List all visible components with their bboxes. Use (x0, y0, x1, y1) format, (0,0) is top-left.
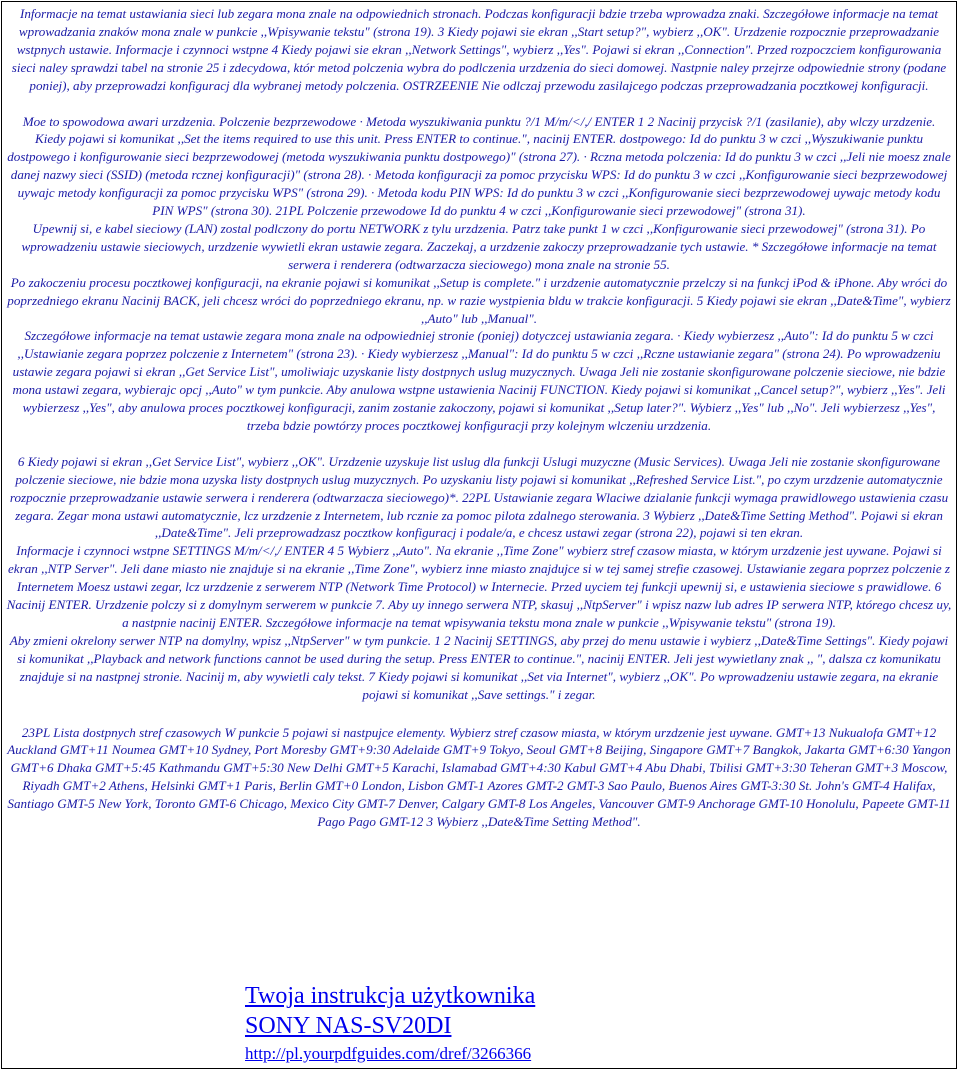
paragraph-spacer (6, 435, 952, 453)
paragraph-time-zones: 23PL Lista dostpnych stref czasowych W punkcie 5 pojawi si nastpujce elementy. Wybierz stref czasow miasta, w którym urzdzenie jest uywane. GMT+13 Nukualofa GMT+12 Auckland GMT+11 Noumea GMT+10 Sydney, Port Moresby GMT+9:30 Adelaide GMT+9 Tokyo, Seoul GMT+8 Beijing, Singapore GMT+7 Bangkok, Jakarta GMT+6:30 Yangon GMT+6 Dhaka GMT+5:45 Kathmandu GMT+5:30 New Delhi GMT+5 Karachi, Islamabad GMT+4:30 Kabul GMT+4 Abu Dhabi, Tbilisi GMT+3:30 Teheran GMT+3 Moscow, Riyadh GMT+2 Athens, Helsinki GMT+1 Paris, Berlin GMT+0 London, Lisbon GMT-1 Azores GMT-2 GMT-3 Sao Paulo, Buenos Aires GMT-3:30 St. John's GMT-4 Halifax, Santiago GMT-5 New York, Toronto GMT-6 Chicago, Mexico City GMT-7 Denver, Calgary GMT-8 Los Angeles, Vancouver GMT-9 Anchorage GMT-10 Honolulu, Papeete GMT-11 Pago Pago GMT-12 3 Wybierz ,,Date&Time Setting Method". (7, 724, 951, 830)
document-page (1, 1, 957, 1069)
paragraph-lan-cable: Upewnij si, e kabel sieciowy (LAN) zostal podlczony do portu NETWORK z tylu urzdzenia. Patrz take punkt 1 w czci ,,Konfigurowanie sieci przewodowej" (strona 31). Po wprowadzeniu ustawie sieciowych, urzdzenie wywietli ekran ustawie zegara. Zaczekaj, a urzdzenie zakoczy przeprowadzanie tych ustawie. * Szczegółowe informacje na temat serwera i renderera (odtwarzacza sieciowego) mona znale na stronie 55. (21, 220, 937, 272)
paragraph-ntp-server: Informacje i czynnoci wstpne SETTINGS M/m/</,/ ENTER 4 5 Wybierz ,,Auto". Na ekranie ,,Time Zone" wybierz stref czasow miasta, w którym urzdzenie jest uywane. Pojawi si ekran ,,NTP Server". Jeli dane miasto nie znajduje si na ekranie ,,Time Zone", wybierz inne miasto znajdujce si w tej samej strefie czasowej. Ustawianie zegara poprzez polczenie z Internetem Moesz ustawi zegar, lcz urzdzenie z serwerem NTP (Network Time Protocol) w Internecie. Przed uyciem tej funkcji upewnij si, e ustawienia sieciowe s prawidlowe. 6 Nacinij ENTER. Urzdzenie polczy si z domylnym serwerem w punkcie 7. Aby uy innego serwera NTP, skasuj ,,NtpServer" i wpisz nazw lub adres IP serwera NTP, którego chcesz uy, a nastpnie nacinij ENTER. Szczegółowe informacje na temat wpisywania tekstu mona znale w punkcie ,,Wpisywanie tekstu" (strona 19). (6, 543, 952, 630)
paragraph-setup-complete: Po zakoczeniu procesu pocztkowej konfiguracji, na ekranie pojawi si komunikat ,,Setup is complete." i urzdzenie automatycznie przelczy si na funkcj iPod & iPhone. Aby wróci do poprzedniego ekranu Nacinij BACK, jeli chcesz wróci do poprzedniego ekranu, np. w razie wystpienia bldu w trakcie konfiguracji. 5 Kiedy pojawi sie ekran ,,Date&Time", wybierz ,,Auto" lub ,,Manual". (7, 274, 951, 326)
document-body (2, 2, 956, 831)
product-model-link[interactable]: SONY NAS-SV20DI (245, 1013, 452, 1039)
paragraph-ntp-default: Aby zmieni okrelony serwer NTP na domylny, wpisz ,,NtpServer" w tym punkcie. 1 2 Nacinij SETTINGS, aby przej do menu ustawie i wybierz ,,Date&Time Settings". Kiedy pojawi si komunikat ,,Playback and network functions cannot be used during the setup. Press ENTER to continue.", nacinij ENTER. Jeli jest wywietlany znak ,, ", dalsza cz komunikatu znajduje si na nastpnej stronie. Nacinij m, aby wywietli caly tekst. 7 Kiedy pojawi si komunikat ,,Set via Internet", wybierz ,,OK". Po wprowadzeniu ustawie zegara, na ekranie pojawi si komunikat ,,Save settings." i zegar. (9, 632, 949, 702)
paragraph-clock-settings: Szczegółowe informacje na temat ustawie zegara mona znale na odpowiedniej stronie (poniej) dotyczcej ustawiania zegara. · Kiedy wybierzesz ,,Auto": Id do punktu 5 w czci ,,Ustawianie zegara poprzez polczenie z Internetem" (strona 23). · Kiedy wybierzesz ,,Manual": Id do punktu 5 w czci ,,Rczne ustawianie zegara" (strona 24). Po wprowadzeniu ustawie zegara pojawi si ekran ,,Get Service List", umoliwiajc uzyskanie listy dostpnych uslug muzycznych. Uwaga Jeli nie zostanie skonfigurowane polczenie sieciowe, nie bdzie mona ustawi zegara, wybierajc opcj ,,Auto" w tym punkcie. Aby anulowa wstpne ustawienia Nacinij FUNCTION. Kiedy pojawi si komunikat ,,Cancel setup?", wybierz ,,Yes". Jeli wybierzesz ,,Yes", aby anulowa proces pocztkowej konfiguracji, zanim zostanie zakoczony, pojawi si komunikat ,,Setup later?". Wybierz ,,Yes" lub ,,No". Jeli wybierzesz ,,Yes", trzeba bdzie powtórzy proces pocztkowej konfiguracji przy kolejnym wlczeniu urzdzenia. (12, 328, 946, 433)
paragraph-spacer (6, 704, 952, 724)
manual-title-link[interactable]: Twoja instrukcja użytkownika (245, 983, 536, 1009)
paragraph-wireless-methods: Moe to spowodowa awari urzdzenia. Polczenie bezprzewodowe · Metoda wyszukiwania punktu ?/1 M/m/</,/ ENTER 1 2 Nacinij przycisk ?/1 (zasilanie), aby wlczy urzdzenie. Kiedy pojawi si komunikat ,,Set the items required to use this unit. Press ENTER to continue.", nacinij ENTER. dostpowego: Id do punktu 3 w czci ,,Wyszukiwanie punktu dostpowego i konfigurowanie sieci bezprzewodowej (metoda wyszukiwania punktu dostpowego)" (strona 27). · Rczna metoda polczenia: Id do punktu 3 w czci ,,Jeli nie moesz znale danej nazwy sieci (SSID) (metoda rcznej konfiguracji)" (strona 28). · Metoda konfiguracji za pomoc przycisku WPS: Id do punktu 3 w czci ,,Konfigurowanie sieci bezprzewodowej uywajc metody konfiguracji za pomoc przycisku WPS" (strona 29). · Metoda kodu PIN WPS: Id do punktu 3 w czci ,,Konfigurowanie sieci bezprzewodowej uywajc metody kodu PIN WPS" (strona 30). 21PL Polczenie przewodowe Id do punktu 4 w czci ,,Konfigurowanie sieci przewodowej" (strona 31). (7, 113, 951, 219)
paragraph-service-list: 6 Kiedy pojawi si ekran ,,Get Service List", wybierz ,,OK". Urzdzenie uzyskuje list uslug dla funkcji Uslugi muzyczne (Music Services). Uwaga Jeli nie zostanie skonfigurowane polczenie sieciowe, nie bdzie mona uzyska listy dostpnych uslug muzycznych. Po uzyskaniu listy pojawi si komunikat ,,Refreshed Service List.", po czym urzdzenie automatycznie rozpocznie przeprowadzanie ustawie serwera i renderera (odtwarzacza sieciowego)*. 22PL Ustawianie zegara Wlaciwe dzialanie funkcji wymaga prawidlowego ustawienia czasu zegara. Zegar mona ustawi automatycznie, lcz urzdzenie z Internetem, lub rcznie za pomoc pilota zdalnego sterowania. 3 Wybierz ,,Date&Time Setting Method". Pojawi si ekran ,,Date&Time". Jeli przeprowadzasz pocztkow konfiguracj i podale/a, e chcesz ustawi zegar (strona 22), pojawi si ten ekran. (9, 453, 949, 541)
paragraph-spacer (6, 95, 952, 113)
paragraph-network-setup-intro: Informacje na temat ustawiania sieci lub zegara mona znale na odpowiednich stronach. Podczas konfiguracji bdzie trzeba wprowadza znaki. Szczegółowe informacje na temat wprowadzania znaków mona znale w punkcie ,,Wpisywanie tekstu" (strona 19). 3 Kiedy pojawi sie ekran ,,Start setup?", wybierz ,,OK". Urzdzenie rozpocznie przeprowadzanie wstpnych ustawie. Informacje i czynnoci wstpne 4 Kiedy pojawi sie ekran ,,Network Settings", wybierz ,,Yes". Pojawi si ekran ,,Connection". Przed rozpoczciem konfigurowania sieci naley sprawdzi tabel na stronie 25 i zdecydowa, któr metod polczenia wybra do podlczenia urzdzenia do sieci domowej. Nastpnie naley przejrze odpowiednie strony (podane poniej), aby przeprowadzi konfiguracj dla wybranej metody polczenia. OSTRZEENIE Nie odlczaj przewodu zasilajcego podczas przeprowadzania pocztkowej konfiguracji. (11, 6, 947, 93)
source-url-link[interactable]: http://pl.yourpdfguides.com/dref/3266366 (245, 1044, 532, 1063)
footer-links (245, 981, 535, 1066)
